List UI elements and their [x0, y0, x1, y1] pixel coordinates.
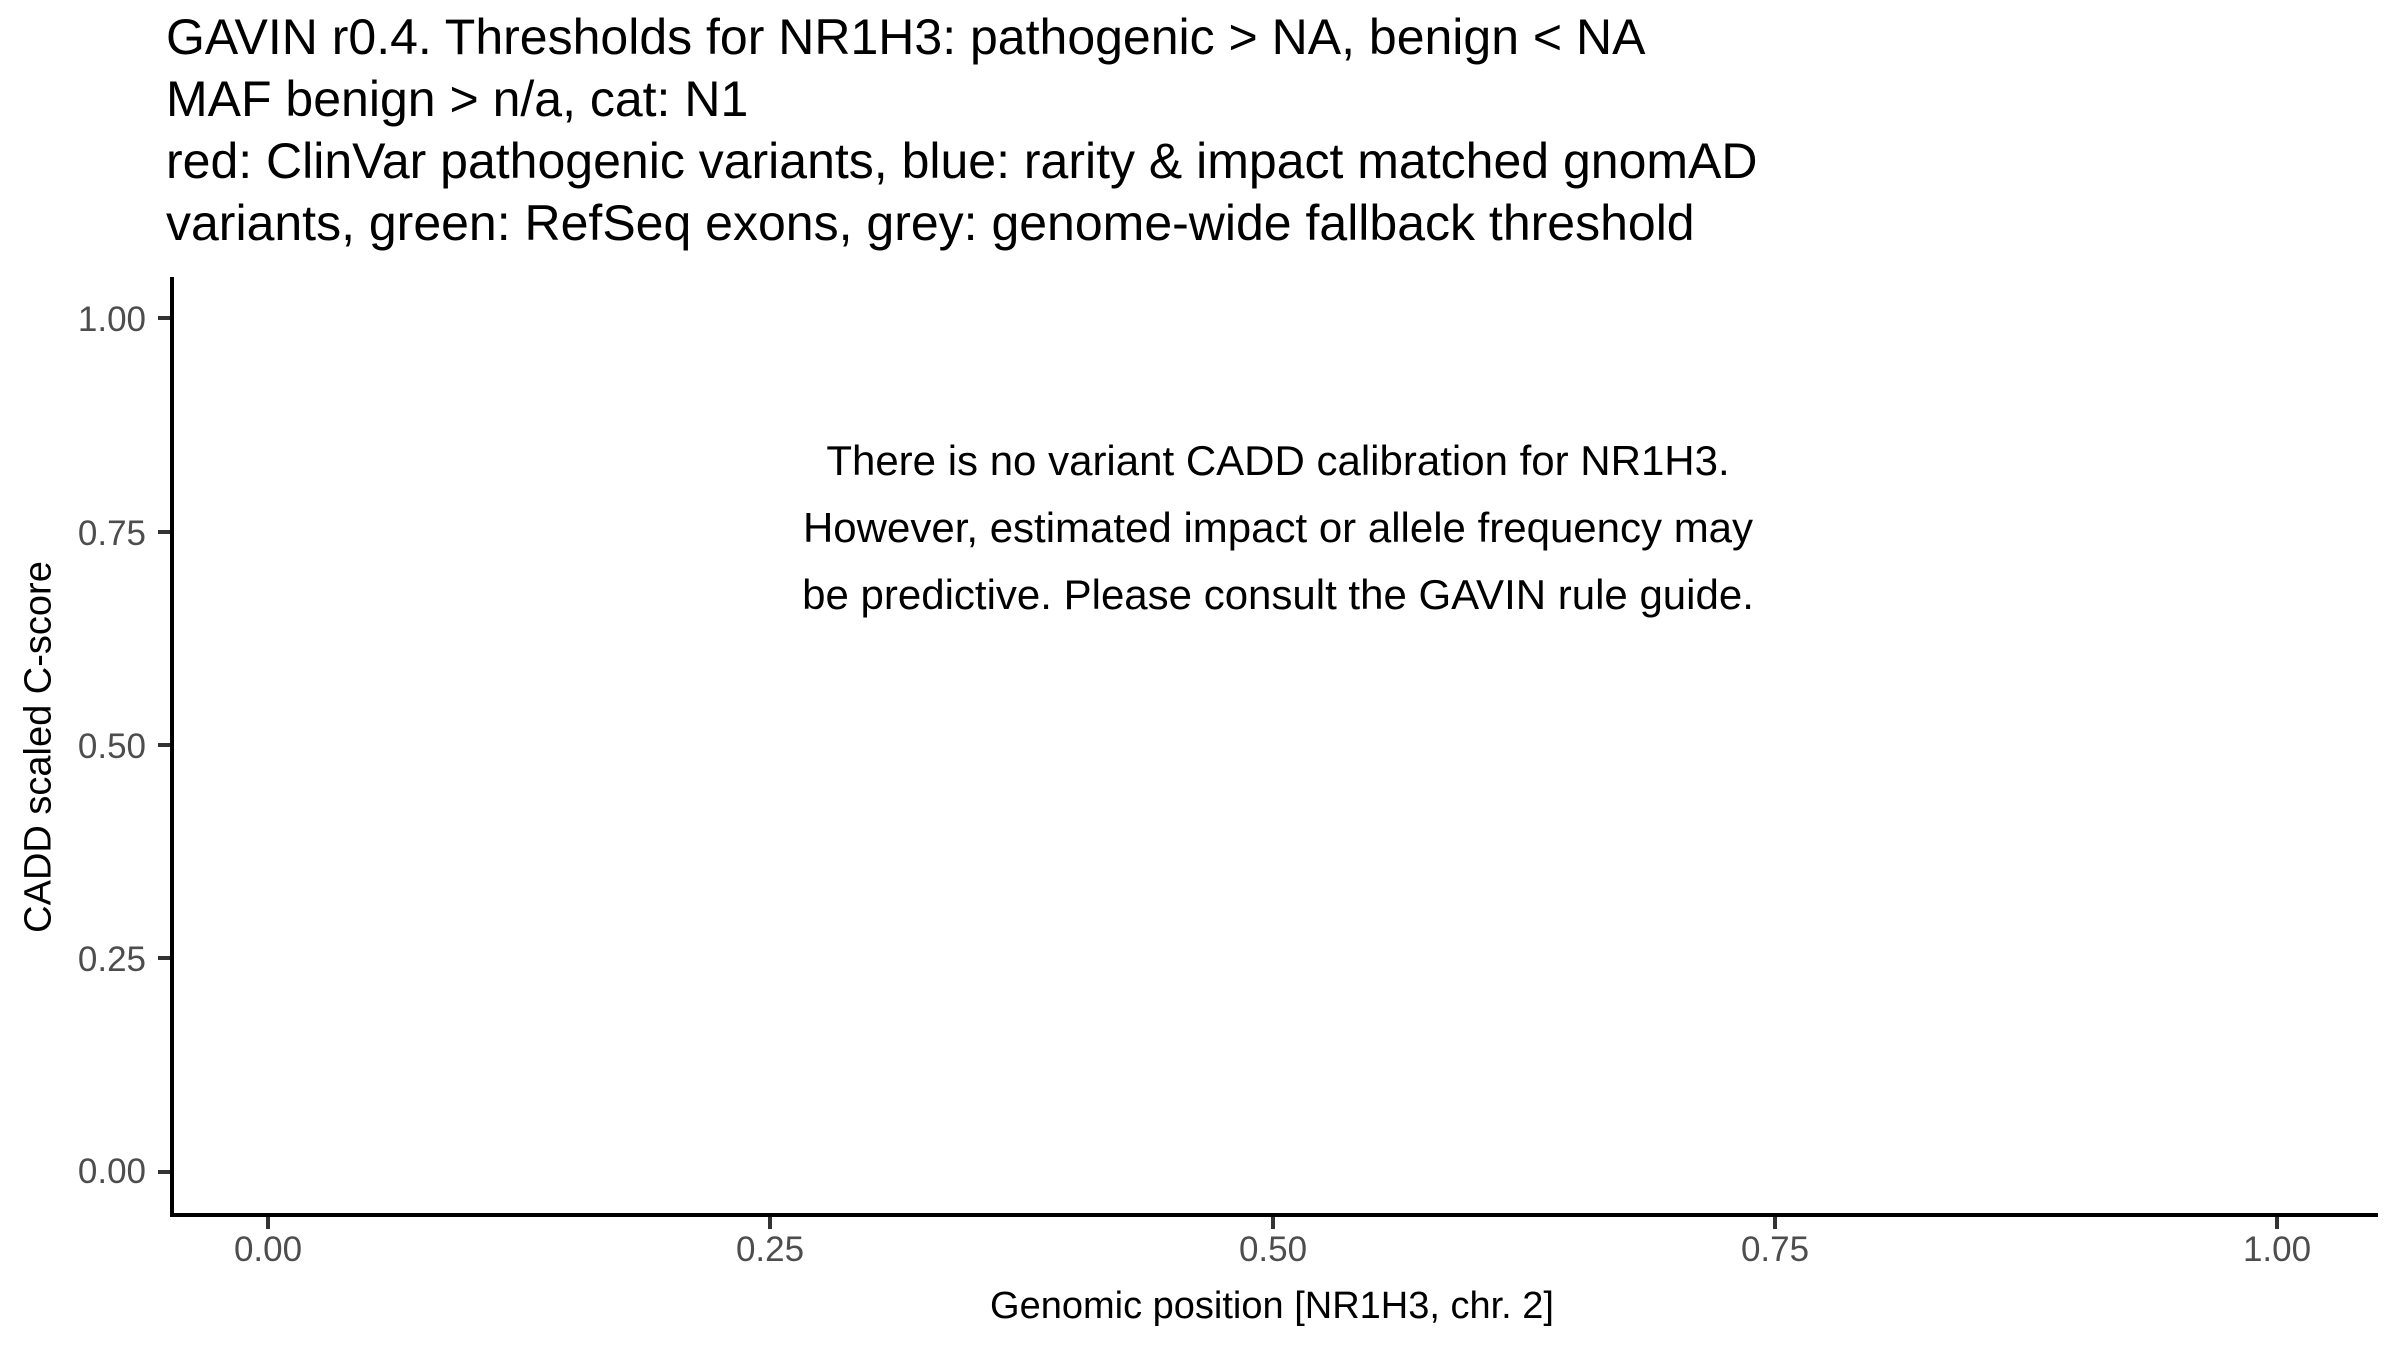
y-tick-label: 0.75: [77, 514, 146, 553]
x-tick-mark: [266, 1217, 270, 1229]
y-tick-label: 0.00: [77, 1152, 146, 1191]
y-axis-line: [170, 277, 174, 1217]
y-tick-mark: [158, 1170, 170, 1174]
x-tick-mark: [1271, 1217, 1275, 1229]
y-tick-mark: [158, 743, 170, 747]
x-tick-mark: [1773, 1217, 1777, 1229]
x-axis-title: Genomic position [NR1H3, chr. 2]: [990, 1285, 1554, 1327]
x-tick-label: 0.50: [1238, 1230, 1308, 1269]
x-tick-mark: [768, 1217, 772, 1229]
annotation-line: However, estimated impact or allele frequency may: [802, 504, 1754, 551]
y-tick-label: 1.00: [77, 300, 146, 339]
plot-title-line: red: ClinVar pathogenic variants, blue: rarity & impact matched gnomAD: [166, 133, 1758, 189]
plot-title-line: variants, green: RefSeq exons, grey: genome-wide fallback threshold: [166, 195, 1695, 251]
y-tick-mark: [158, 956, 170, 960]
y-tick-mark: [158, 316, 170, 320]
plot-title-line: MAF benign > n/a, cat: N1: [166, 71, 749, 127]
x-tick-label: 1.00: [2242, 1230, 2312, 1269]
x-tick-label: 0.25: [735, 1230, 805, 1269]
x-tick-label: 0.75: [1740, 1230, 1810, 1269]
y-tick-label: 0.50: [77, 727, 146, 766]
y-tick-mark: [158, 530, 170, 534]
empty-plot-annotation: [802, 427, 1754, 628]
x-tick-mark: [2275, 1217, 2279, 1229]
annotation-line: be predictive. Please consult the GAVIN rule guide.: [802, 571, 1754, 618]
y-tick-label: 0.25: [77, 940, 146, 979]
plot-title-line: GAVIN r0.4. Thresholds for NR1H3: pathogenic > NA, benign < NA: [166, 9, 1646, 65]
y-axis-title: CADD scaled C-score: [17, 561, 60, 933]
x-tick-label: 0.00: [233, 1230, 303, 1269]
plot-title: [166, 6, 1757, 254]
annotation-line: There is no variant CADD calibration for NR1H3.: [826, 437, 1730, 484]
